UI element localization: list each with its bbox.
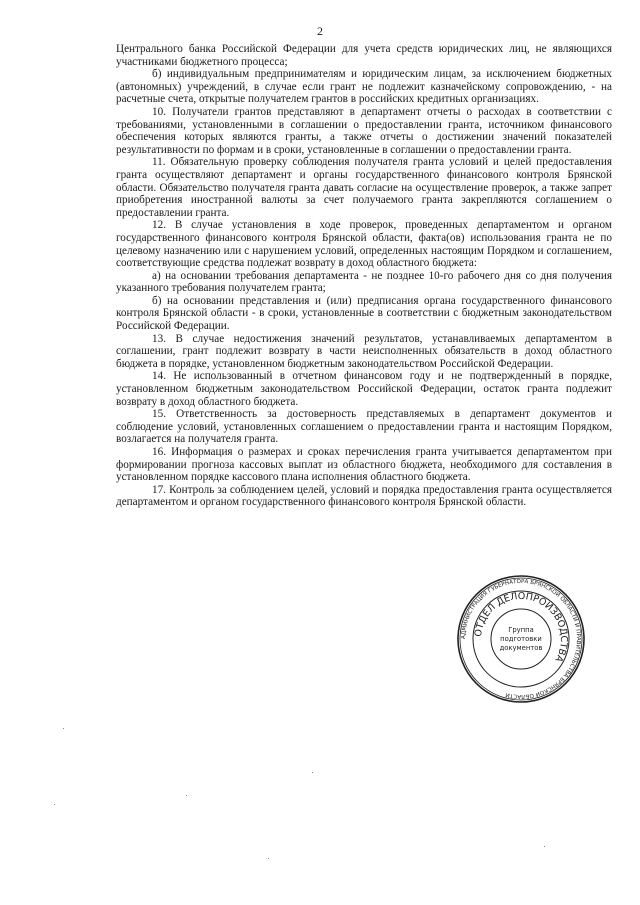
paragraph-14: 14. Не использованный в отчетном финансовом году и не подтвержденный в порядке, установленном бюджетным законодательством Российской Федерации, остаток гранта подлежит возврату в доход областного бюджета. — [116, 370, 612, 408]
paragraph-item-b-accounts: б) индивидуальным предпринимателям и юридическим лицам, за исключением бюджетных (автономных) учреждений, в случае если грант не подлежит казначейскому сопровождению, - на расчетные счета, открытые получателем грантов в российских кредитных организациях. — [116, 68, 612, 106]
scan-speck — [186, 795, 187, 796]
paragraph-11: 11. Обязательную проверку соблюдения получателя гранта условий и целей предоставления гранта осуществляют департамент и органы государственного финансового контроля Брянской области. Обязательство получателя гранта давать согласие на осуществление проверок, а также запрет приобретения иностранной валюты за счет получаемого гранта закрепляются соглашением о предоставлении гранта. — [116, 156, 612, 219]
document-body — [116, 43, 612, 509]
scan-speck — [544, 846, 545, 847]
stamp-outer-text: АДМИНИСТРАЦИЯ ГУБЕРНАТОРА БРЯНСКОЙ ОБЛАСТИ И ПРАВИТЕЛЬСТВА БРЯНСКОЙ ОБЛАСТИ — [460, 578, 582, 700]
page-number: 2 — [317, 24, 323, 38]
scan-speck — [63, 728, 64, 729]
official-stamp — [456, 574, 586, 704]
stamp-center-line-1: Группа — [508, 626, 534, 634]
scan-speck — [268, 858, 269, 859]
stamp-center-line-2: подготовки — [500, 635, 542, 643]
scan-speck — [54, 804, 55, 805]
paragraph-12-a: а) на основании требования департамента - не позднее 10-го рабочего дня со дня получения указанного требования получателем гранта; — [116, 269, 612, 295]
paragraph-continuation: Центрального банка Российской Федерации для учета средств юридических лиц, не являющихся участниками бюджетного процесса; — [116, 43, 612, 68]
paragraph-12-b: б) на основании представления и (или) предписания органа государственного финансового контроля Брянской области - в сроки, установленные в соответствии с бюджетным законодательством Российской Федерации. — [116, 294, 612, 333]
stamp-inner-text: ОТДЕЛ ДЕЛОПРОИЗВОДСТВА — [472, 590, 570, 664]
paragraph-13: 13. В случае недостижения значений результатов, устанавливаемых департаментом в соглашении, грант подлежит возврату в части неисполненных обязательств в доход областного бюджета в порядке, установленном бюджетным законодательством Российской Федерации. — [116, 332, 612, 370]
paragraph-10: 10. Получатели грантов представляют в департамент отчеты о расходах в соответствии с требованиями, установленными в соглашении о предоставлении гранта, источником финансового обеспечения которых являются гранты, а также отчеты о достижении значений показателей результативности по формам и в сроки, установленные в соглашении о предоставлении гранта. — [116, 105, 612, 156]
paragraph-16: 16. Информация о размерах и сроках перечисления гранта учитывается департаментом при формировании прогноза кассовых выплат из областного бюджета, необходимого для составления в установленном порядке кассового плана исполнения областного бюджета. — [116, 446, 612, 484]
stamp-seal-icon — [456, 574, 586, 704]
stamp-center-line-3: документов — [499, 644, 543, 652]
paragraph-12: 12. В случае установления в ходе проверок, проведенных департаментом и органом государственного финансового контроля Брянской области, факта(ов) использования гранта не по целевому назначению или с нарушением условий, определенных настоящим Порядком и соглашением, соответствующие средства подлежат возврату в доход областного бюджета: — [116, 219, 612, 270]
paragraph-17: 17. Контроль за соблюдением целей, условий и порядка предоставления гранта осуществляется департаментом и органом государственного финансового контроля Брянской области. — [116, 483, 612, 509]
paragraph-15: 15. Ответственность за достоверность представляемых в департамент документов и соблюдение условий, установленных соглашением о предоставлении гранта и настоящим Порядком, возлагается на получателя гранта. — [116, 408, 612, 446]
scan-speck — [312, 772, 313, 773]
